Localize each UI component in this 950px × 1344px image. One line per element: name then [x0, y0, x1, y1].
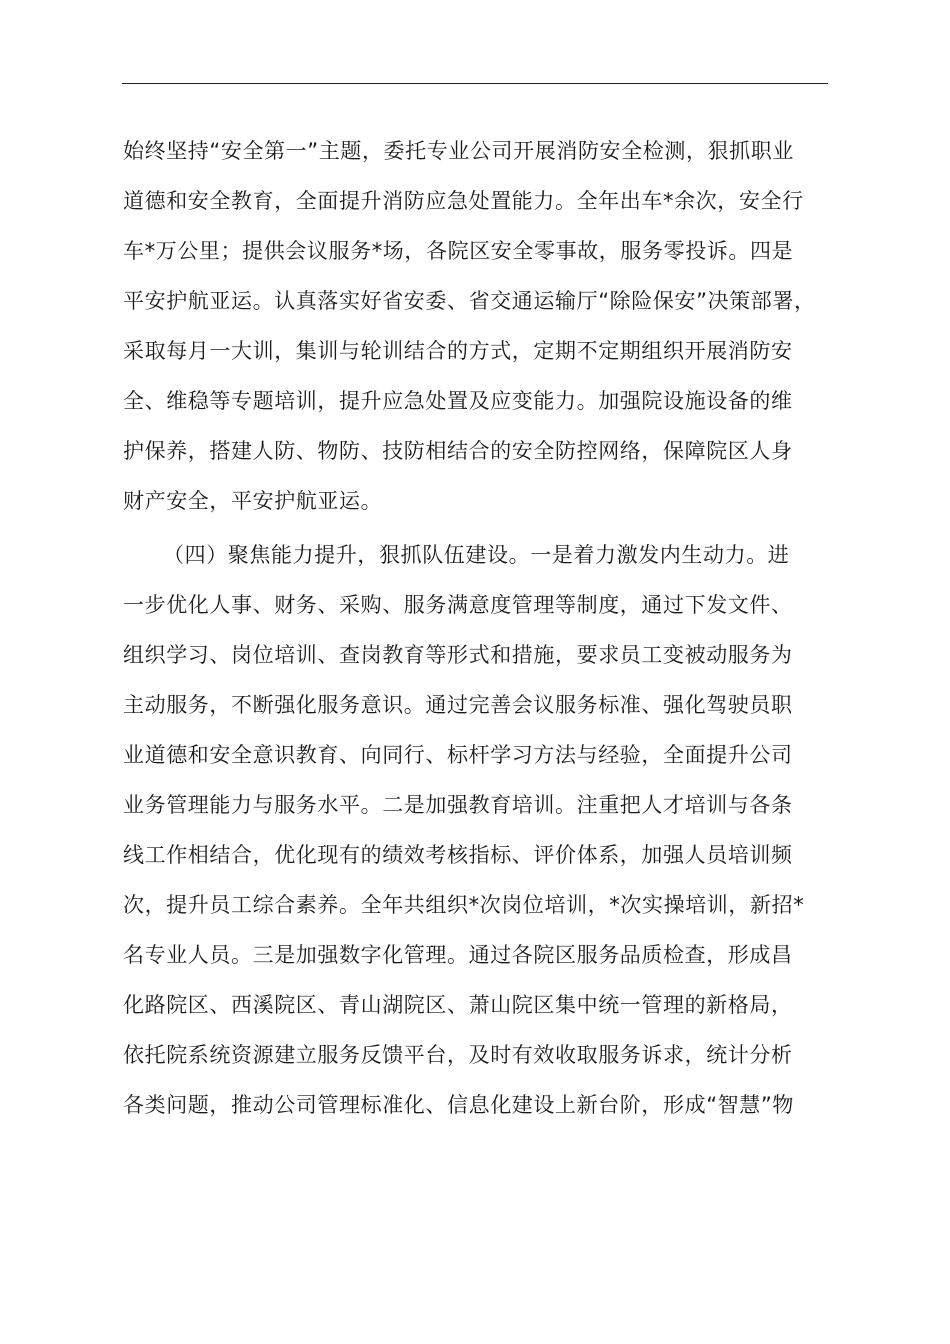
text-line: 始终坚持“安全第一”主题，委托专业公司开展消防安全检测，狠抓职业 [123, 139, 794, 163]
text-line: 名专业人员。三是加强数字化管理。通过各院区服务品质检查，形成昌 [123, 943, 793, 967]
text-line: 采取每月一大训，集训与轮训结合的方式，定期不定期组织开展消防安 [123, 339, 793, 363]
text-line: 主动服务，不断强化服务意识。通过完善会议服务标准、强化驾驶员职 [123, 693, 793, 717]
text-line: 道德和安全教育，全面提升消防应急处置能力。全年出车*余次，安全行 [123, 189, 804, 213]
text-line: 依托院系统资源建立服务反馈平台，及时有效收取服务诉求，统计分析 [123, 1043, 793, 1067]
text-line: 化路院区、西溪院区、青山湖院区、萧山院区集中统一管理的新格局， [123, 993, 793, 1017]
text-line: 平安护航亚运。认真落实好省安委、省交通运输厅“除险保安”决策部署， [123, 289, 816, 313]
text-line: 业道德和安全意识教育、向同行、标杆学习方法与经验，全面提升公司 [123, 743, 793, 767]
text-line: 车*万公里；提供会议服务*场，各院区安全零事故，服务零投诉。四是 [123, 239, 794, 263]
header-rule [122, 83, 828, 84]
text-line: 次，提升员工综合素养。全年共组织*次岗位培训，*次实操培训，新招* [123, 893, 805, 917]
text-line: 各类问题，推动公司管理标准化、信息化建设上新台阶，形成“智慧”物 [123, 1093, 794, 1117]
text-line: 护保养，搭建人防、物防、技防相结合的安全防控网络，保障院区人身 [123, 439, 793, 463]
text-line: 财产安全，平安护航亚运。 [123, 489, 383, 513]
text-line: 业务管理能力与服务水平。二是加强教育培训。注重把人才培训与各条 [123, 793, 793, 817]
text-line: 线工作相结合，优化现有的绩效考核指标、评价体系，加强人员培训频 [123, 843, 793, 867]
text-line: 一步优化人事、财务、采购、服务满意度管理等制度，通过下发文件、 [123, 593, 793, 617]
text-line: 全、维稳等专题培训，提升应急处置及应变能力。加强院设施设备的维 [123, 389, 793, 413]
text-line: （四）聚焦能力提升，狠抓队伍建设。一是着力激发内生动力。进 [163, 543, 790, 567]
text-line: 组织学习、岗位培训、查岗教育等形式和措施，要求员工变被动服务为 [123, 643, 793, 667]
